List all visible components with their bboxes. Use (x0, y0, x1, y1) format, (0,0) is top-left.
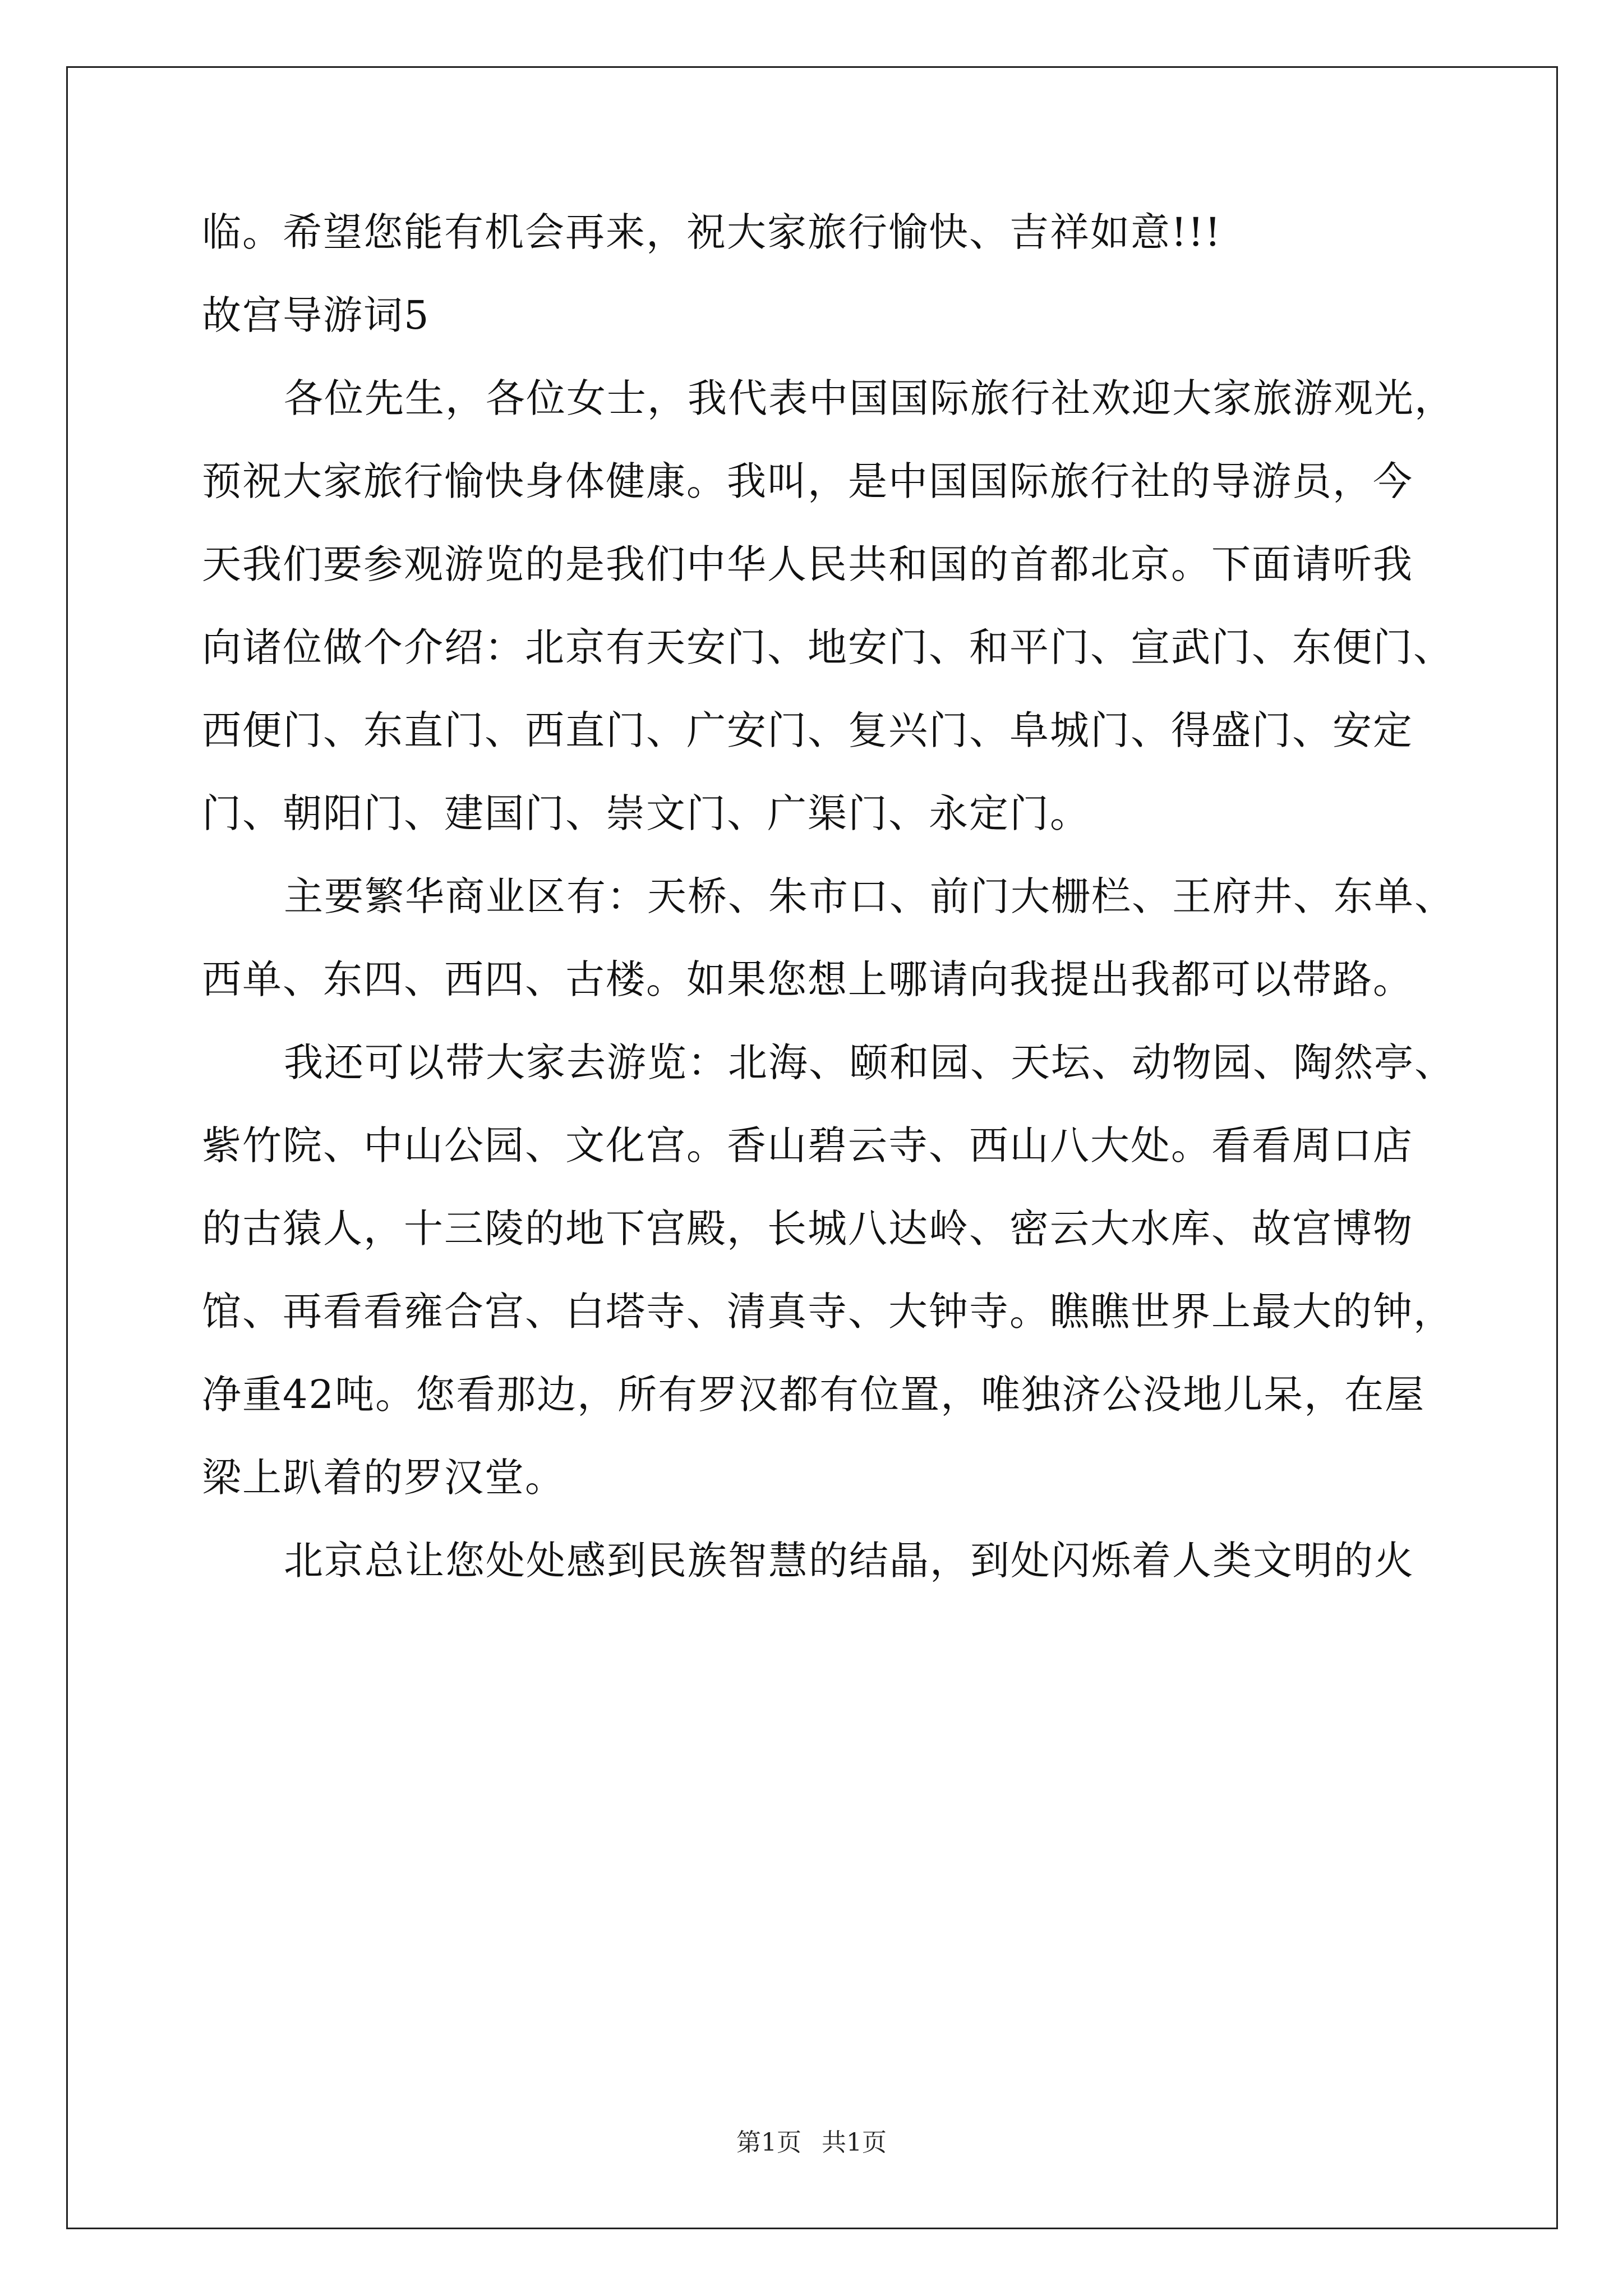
document-body (202, 191, 1455, 1602)
page-total: 共1页 (822, 2128, 887, 2157)
text-line-11: 我还可以带大家去游览：北海、颐和园、天坛、动物园、陶然亭、 (284, 1039, 1455, 1085)
page-footer (0, 2126, 1623, 2160)
text-line-14: 馆、再看看雍合宫、白塔寺、清真寺、大钟寺。瞧瞧世界上最大的钟， (202, 1289, 1454, 1335)
text-line-10: 西单、东四、西四、古楼。如果您想上哪请向我提出我都可以带路。 (202, 956, 1413, 1002)
text-line-15: 净重42吨。您看那边，所有罗汉都有位置，唯独济公没地儿呆，在屋 (202, 1372, 1426, 1418)
text-line-6: 向诸位做个介绍：北京有天安门、地安门、和平门、宣武门、东便门、 (202, 624, 1454, 670)
text-line-17: 北京总让您处处感到民族智慧的结晶，到处闪烁着人类文明的火 (284, 1538, 1414, 1584)
text-line-4: 预祝大家旅行愉快身体健康。我叫，是中国国际旅行社的导游员，今 (202, 458, 1413, 504)
text-line-12: 紫竹院、中山公园、文化宫。香山碧云寺、西山八大处。看看周口店 (202, 1122, 1413, 1168)
text-line-9: 主要繁华商业区有：天桥、朱市口、前门大栅栏、王府井、东单、 (284, 873, 1455, 919)
text-line-8: 门、朝阳门、建国门、崇文门、广渠门、永定门。 (202, 790, 1090, 836)
text-line-13: 的古猿人，十三陵的地下宫殿，长城八达岭、密云大水库、故宫博物 (202, 1205, 1413, 1251)
text-line-3: 各位先生，各位女士，我代表中国国际旅行社欢迎大家旅游观光， (284, 375, 1455, 421)
text-line-16: 梁上趴着的罗汉堂。 (202, 1455, 565, 1501)
text-line-1: 临。希望您能有机会再来，祝大家旅行愉快、吉祥如意!!! (202, 209, 1222, 255)
page-number: 第1页 (736, 2128, 801, 2157)
text-line-5: 天我们要参观游览的是我们中华人民共和国的首都北京。下面请听我 (202, 541, 1413, 587)
text-line-7: 西便门、东直门、西直门、广安门、复兴门、阜城门、得盛门、安定 (202, 707, 1413, 753)
section-heading: 故宫导游词5 (202, 292, 430, 338)
